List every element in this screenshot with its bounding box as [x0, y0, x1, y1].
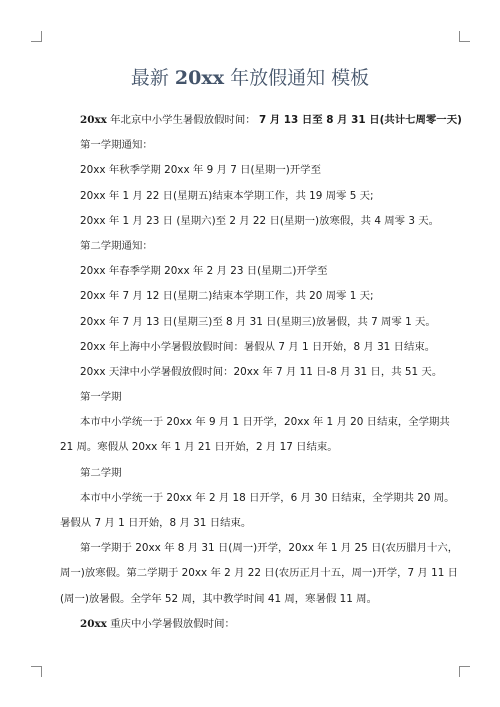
paragraph-winter-break: 20xx 年 1 月 23 日 (星期六)至 2 月 22 日(星期一)放寒假，共 4 周零 3 天。: [80, 214, 440, 227]
chongqing-year: 20xx: [80, 617, 107, 630]
paragraph-second-semester-detail-1: 本市中小学统一于 20xx 年 2 月 18 日开学，6 月 30 日结束，全学期共 20 周。: [80, 491, 455, 504]
paragraph-first-semester-detail-1: 本市中小学统一于 20xx 年 9 月 1 日开学，20xx 年 1 月 20 日结束，全学期共: [80, 416, 450, 429]
crop-mark-bottom-right: [459, 666, 470, 677]
paragraph-second-semester-detail-2: 暑假从 7 月 1 日开始，8 月 31 日结束。: [60, 517, 252, 529]
crop-mark-bottom-left: [31, 666, 42, 677]
document-body: [60, 112, 462, 641]
paragraph-first-semester-detail-2: 21 周。寒假从 20xx 年 1 月 21 日开始，2 月 17 日结束。: [60, 441, 338, 454]
chongqing-label: 重庆中小学暑假放假时间：: [110, 617, 235, 630]
crop-mark-top-left: [31, 31, 42, 42]
paragraph-spring-start: 20xx 年春季学期 20xx 年 2 月 23 日(星期二)开学至: [80, 265, 328, 278]
title-prefix: 最新: [130, 67, 169, 89]
paragraph-autumn-start: 20xx 年秋季学期 20xx 年 9 月 7 日(星期一)开学至: [80, 164, 321, 177]
paragraph-first-term-heading: 第一学期通知：: [80, 139, 153, 152]
paragraph-beijing-summer: [60, 112, 462, 137]
crop-mark-top-right: [459, 31, 470, 42]
title-year: 20xx: [174, 67, 225, 89]
paragraph-tianjin-summer: 20xx 天津中小学暑假放假时间：20xx 年 7 月 11 日-8 月 31 日，共 51 天。: [80, 365, 443, 378]
document-title: [0, 63, 500, 90]
paragraph-summer-break: 20xx 年 7 月 13 日(星期三)至 8 月 31 日(星期三)放暑假，共 7 周零 1 天。: [80, 315, 436, 328]
paragraph-first-semester: 第一学期: [80, 391, 122, 404]
paragraph-school-year-2: 周一)放寒假。第二学期于 20xx 年 2 月 22 日(农历正月十五，周一)开学，7 月 11 日: [60, 567, 459, 580]
beijing-year: 20xx: [80, 114, 107, 126]
paragraph-second-semester: 第二学期: [80, 466, 122, 479]
paragraph-shanghai-summer: 20xx 年上海中小学暑假放假时间：暑假从 7 月 1 日开始，8 月 31 日结束。: [80, 340, 436, 353]
beijing-label: 年北京中小学生暑假放假时间：: [110, 114, 256, 126]
paragraph-second-term-heading: 第二学期通知：: [80, 239, 153, 252]
beijing-dates: 7 月 13 日至 8 月 31 日(共计七周零一天): [258, 114, 462, 126]
paragraph-school-year-1: 第一学期于 20xx 年 8 月 31 日(周一)开学，20xx 年 1 月 25 日(农历腊月十六，: [80, 542, 459, 555]
title-suffix: 年放假通知 模板: [230, 67, 370, 89]
paragraph-autumn-end: 20xx 年 1 月 22 日(星期五)结束本学期工作，共 19 周零 5 天;: [80, 189, 374, 202]
paragraph-chongqing-summer: [60, 616, 442, 641]
paragraph-spring-end: 20xx 年 7 月 12 日(星期二)结束本学期工作，共 20 周零 1 天;: [80, 290, 374, 303]
paragraph-school-year-3: (周一)放暑假。全学年 52 周，其中教学时间 41 周，寒暑假 11 周。: [60, 592, 377, 605]
